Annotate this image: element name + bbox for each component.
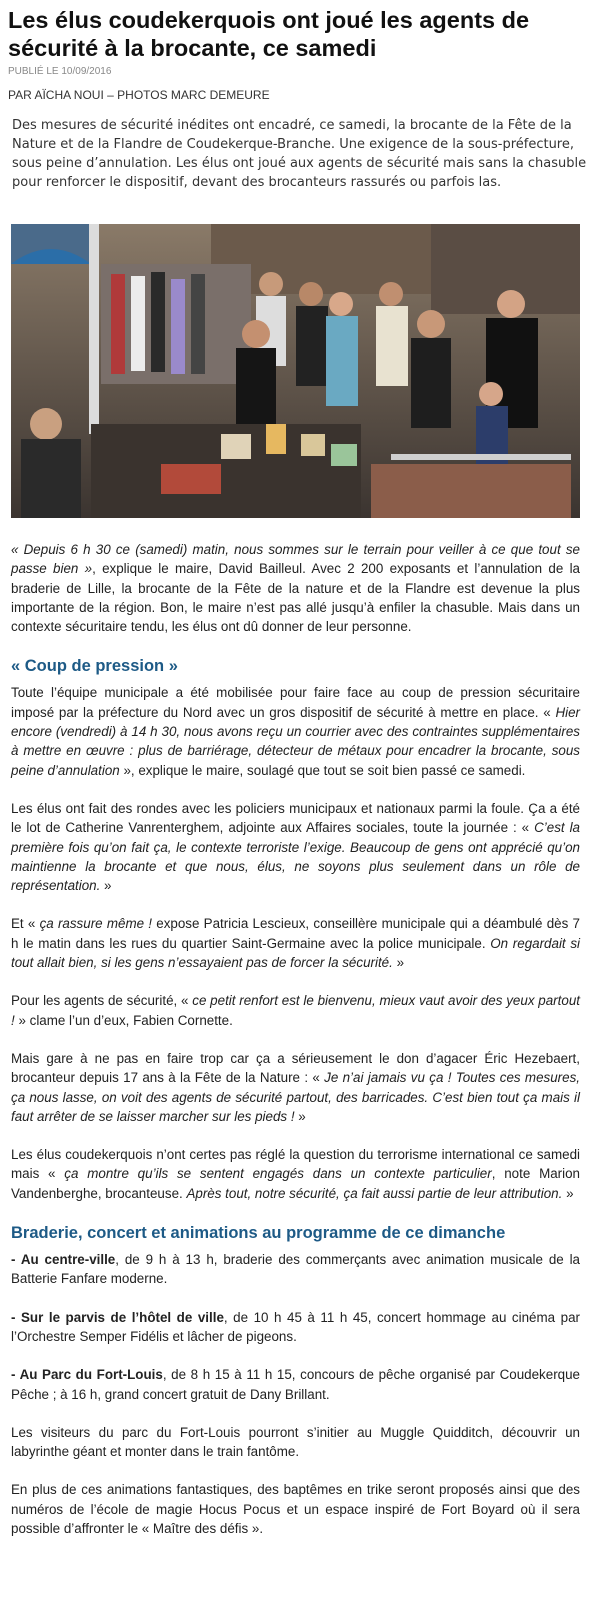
paragraph-2: [11, 683, 580, 779]
paragraph-text: »: [562, 1185, 574, 1201]
event-centre-ville: [11, 1250, 580, 1289]
paragraph-1: [11, 540, 580, 636]
paragraph-text: Pour les agents de sécurité, «: [11, 993, 193, 1009]
quote: ça rassure même !: [39, 916, 153, 932]
quote: ce petit renfort est le bienvenu, mieux vaut avoir des yeux partout !: [11, 993, 580, 1028]
paragraph-8: Les visiteurs du parc du Fort-Louis pourront s’initier au Muggle Quidditch, découvrir un labyrinthe géant et monter dans le train fantôme.: [11, 1424, 580, 1460]
quote: ça montre qu’ils se sentent engagés dans un contexte particulier: [64, 1166, 492, 1182]
quote: Je n’ai jamais vu ça ! Toutes ces mesures, ça nous lasse, on voit des agents de sécurité partout, des barricades. C’est bien tout ça mais il faut arrêter de se laisser marcher sur les pieds !: [11, 1070, 580, 1124]
event-label: - Sur le parvis de l’hôtel de ville: [11, 1309, 224, 1325]
crowd-photo-illustration: [11, 224, 580, 518]
article-title: Les élus coudekerquois ont joué les agents de sécurité à la brocante, ce samedi: [8, 7, 530, 61]
paragraph-4: [11, 914, 580, 972]
paragraph-text: expose Patricia Lescieux, conseillère municipale qui a déambulé dès 7 h le matin dans les rues du quartier Saint-Germaine avec la police municipale.: [11, 916, 580, 951]
quote: « Depuis 6 h 30 ce (samedi) matin, nous sommes sur le terrain pour veiller à ce que tout se passe bien »: [11, 542, 580, 577]
event-text: , de 9 h à 13 h, braderie des commerçants avec animation musicale de la Batterie Fanfare moderne.: [11, 1252, 581, 1287]
quote: Après tout, notre sécurité, ça fait aussi partie de leur attribution.: [186, 1185, 563, 1201]
event-text: , de 8 h 15 à 11 h 15, concours de pêche organisé par Coudekerque Pêche ; à 16 h, grand concert gratuit de Dany Brillant.: [11, 1367, 580, 1402]
article-body: [11, 540, 580, 1557]
paragraph-text: , explique le maire, David Bailleul. Avec 2 200 exposants et l’annulation de la braderie de Lille, la brocante de la Fête de la nature et de la Flandre est devenue la plus importante de la région. Bon, le maire n’est pas allé jusqu’à enfiler la chasuble. Mais dans un contexte sécuritaire tendu, les élus ont dû donner de leur personne.: [11, 561, 581, 635]
event-parvis-hotel-de-ville: [11, 1308, 580, 1347]
paragraph-text: , note Marion Vandenberghe, brocanteuse.: [11, 1166, 580, 1201]
paragraph-text: »: [100, 878, 112, 894]
paragraph-text: »: [392, 955, 405, 971]
paragraph-5: [11, 991, 580, 1030]
event-text: , de 10 h 45 à 11 h 45, concert hommage au cinéma par l’Orchestre Semper Fidélis et lâcher de pigeons.: [11, 1309, 580, 1344]
paragraph-9: En plus de ces animations fantastiques, des baptêmes en trike seront proposés ainsi que des numéros de l’école de magie Hocus Pocus et un espace inspiré de Fort Boyard où il sera possible d’affronter le « Maître des défis ».: [11, 1482, 580, 1536]
paragraph-text: »: [294, 1108, 306, 1124]
article-lead: Des mesures de sécurité inédites ont encadré, ce samedi, la brocante de la Fête de la Nature et de la Flandre de Coudekerque-Branche. Une exigence de la sous-préfecture, sous peine d’annulation. Les élus ont joué aux agents de sécurité mais sans la chasuble pour renforcer le dispositif, devant des brocanteurs rassurés ou parfois las.: [12, 118, 587, 190]
paragraph-text: » clame l’un d’eux, Fabien Cornette.: [14, 1012, 233, 1028]
quote: On regardait si tout allait bien, si les gens n’essayaient pas de forcer la sécurité.: [11, 935, 580, 971]
paragraph-3: [11, 799, 580, 895]
event-parc-fort-louis: [11, 1365, 580, 1404]
event-label: - Au Parc du Fort-Louis: [11, 1367, 163, 1383]
paragraph-text: Et «: [11, 916, 40, 932]
event-label: - Au centre-ville: [11, 1252, 116, 1268]
quote: Hier encore (vendredi) à 14 h 30, nous avons reçu un courrier avec des contraintes supplémentaires à mettre en œuvre : plus de barriérage, détecteur de métaux pour encadrer la brocante, sous peine d’annulation: [11, 704, 580, 778]
paragraph-text: », explique le maire, soulagé que tout se soit bien passé ce samedi.: [119, 762, 526, 778]
subheading-programme: Braderie, concert et animations au programme de ce dimanche: [11, 1224, 506, 1243]
article-photo-crowd: [11, 224, 580, 518]
subheading-coup-de-pression: « Coup de pression »: [11, 657, 178, 676]
quote: C’est la première fois qu’on fait ça, le contexte terroriste l’exige. Beaucoup de gens ont apprécié qu’on maintienne la brocante et que nous, élus, ne soyons plus seulement dans un rôle de représentation.: [11, 820, 581, 894]
paragraph-6: [11, 1049, 580, 1126]
paragraph-text: Mais gare à ne pas en faire trop car ça a sérieusement le don d’agacer Éric Hezebaert, brocanteur depuis 17 ans à la Fête de la Nature : «: [11, 1050, 580, 1086]
byline: PAR AÏCHA NOUI – PHOTOS MARC DEMEURE: [8, 88, 270, 102]
paragraph-7: [11, 1145, 580, 1203]
publish-date: PUBLIÉ LE 10/09/2016: [8, 66, 112, 77]
paragraph-text: Toute l’équipe municipale a été mobilisée pour faire face au coup de pression sécuritaire imposé par la préfecture du Nord avec un gros dispositif de sécurité à mettre en place. «: [11, 685, 580, 720]
paragraph-text: Les élus coudekerquois n’ont certes pas réglé la question du terrorisme international ce samedi mais «: [11, 1147, 580, 1182]
paragraph-text: Les élus ont fait des rondes avec les policiers municipaux et nationaux parmi la foule. Ça a été le lot de Catherine Vanrenterghem, adjointe aux Affaires sociales, toute la journée : «: [11, 800, 580, 836]
